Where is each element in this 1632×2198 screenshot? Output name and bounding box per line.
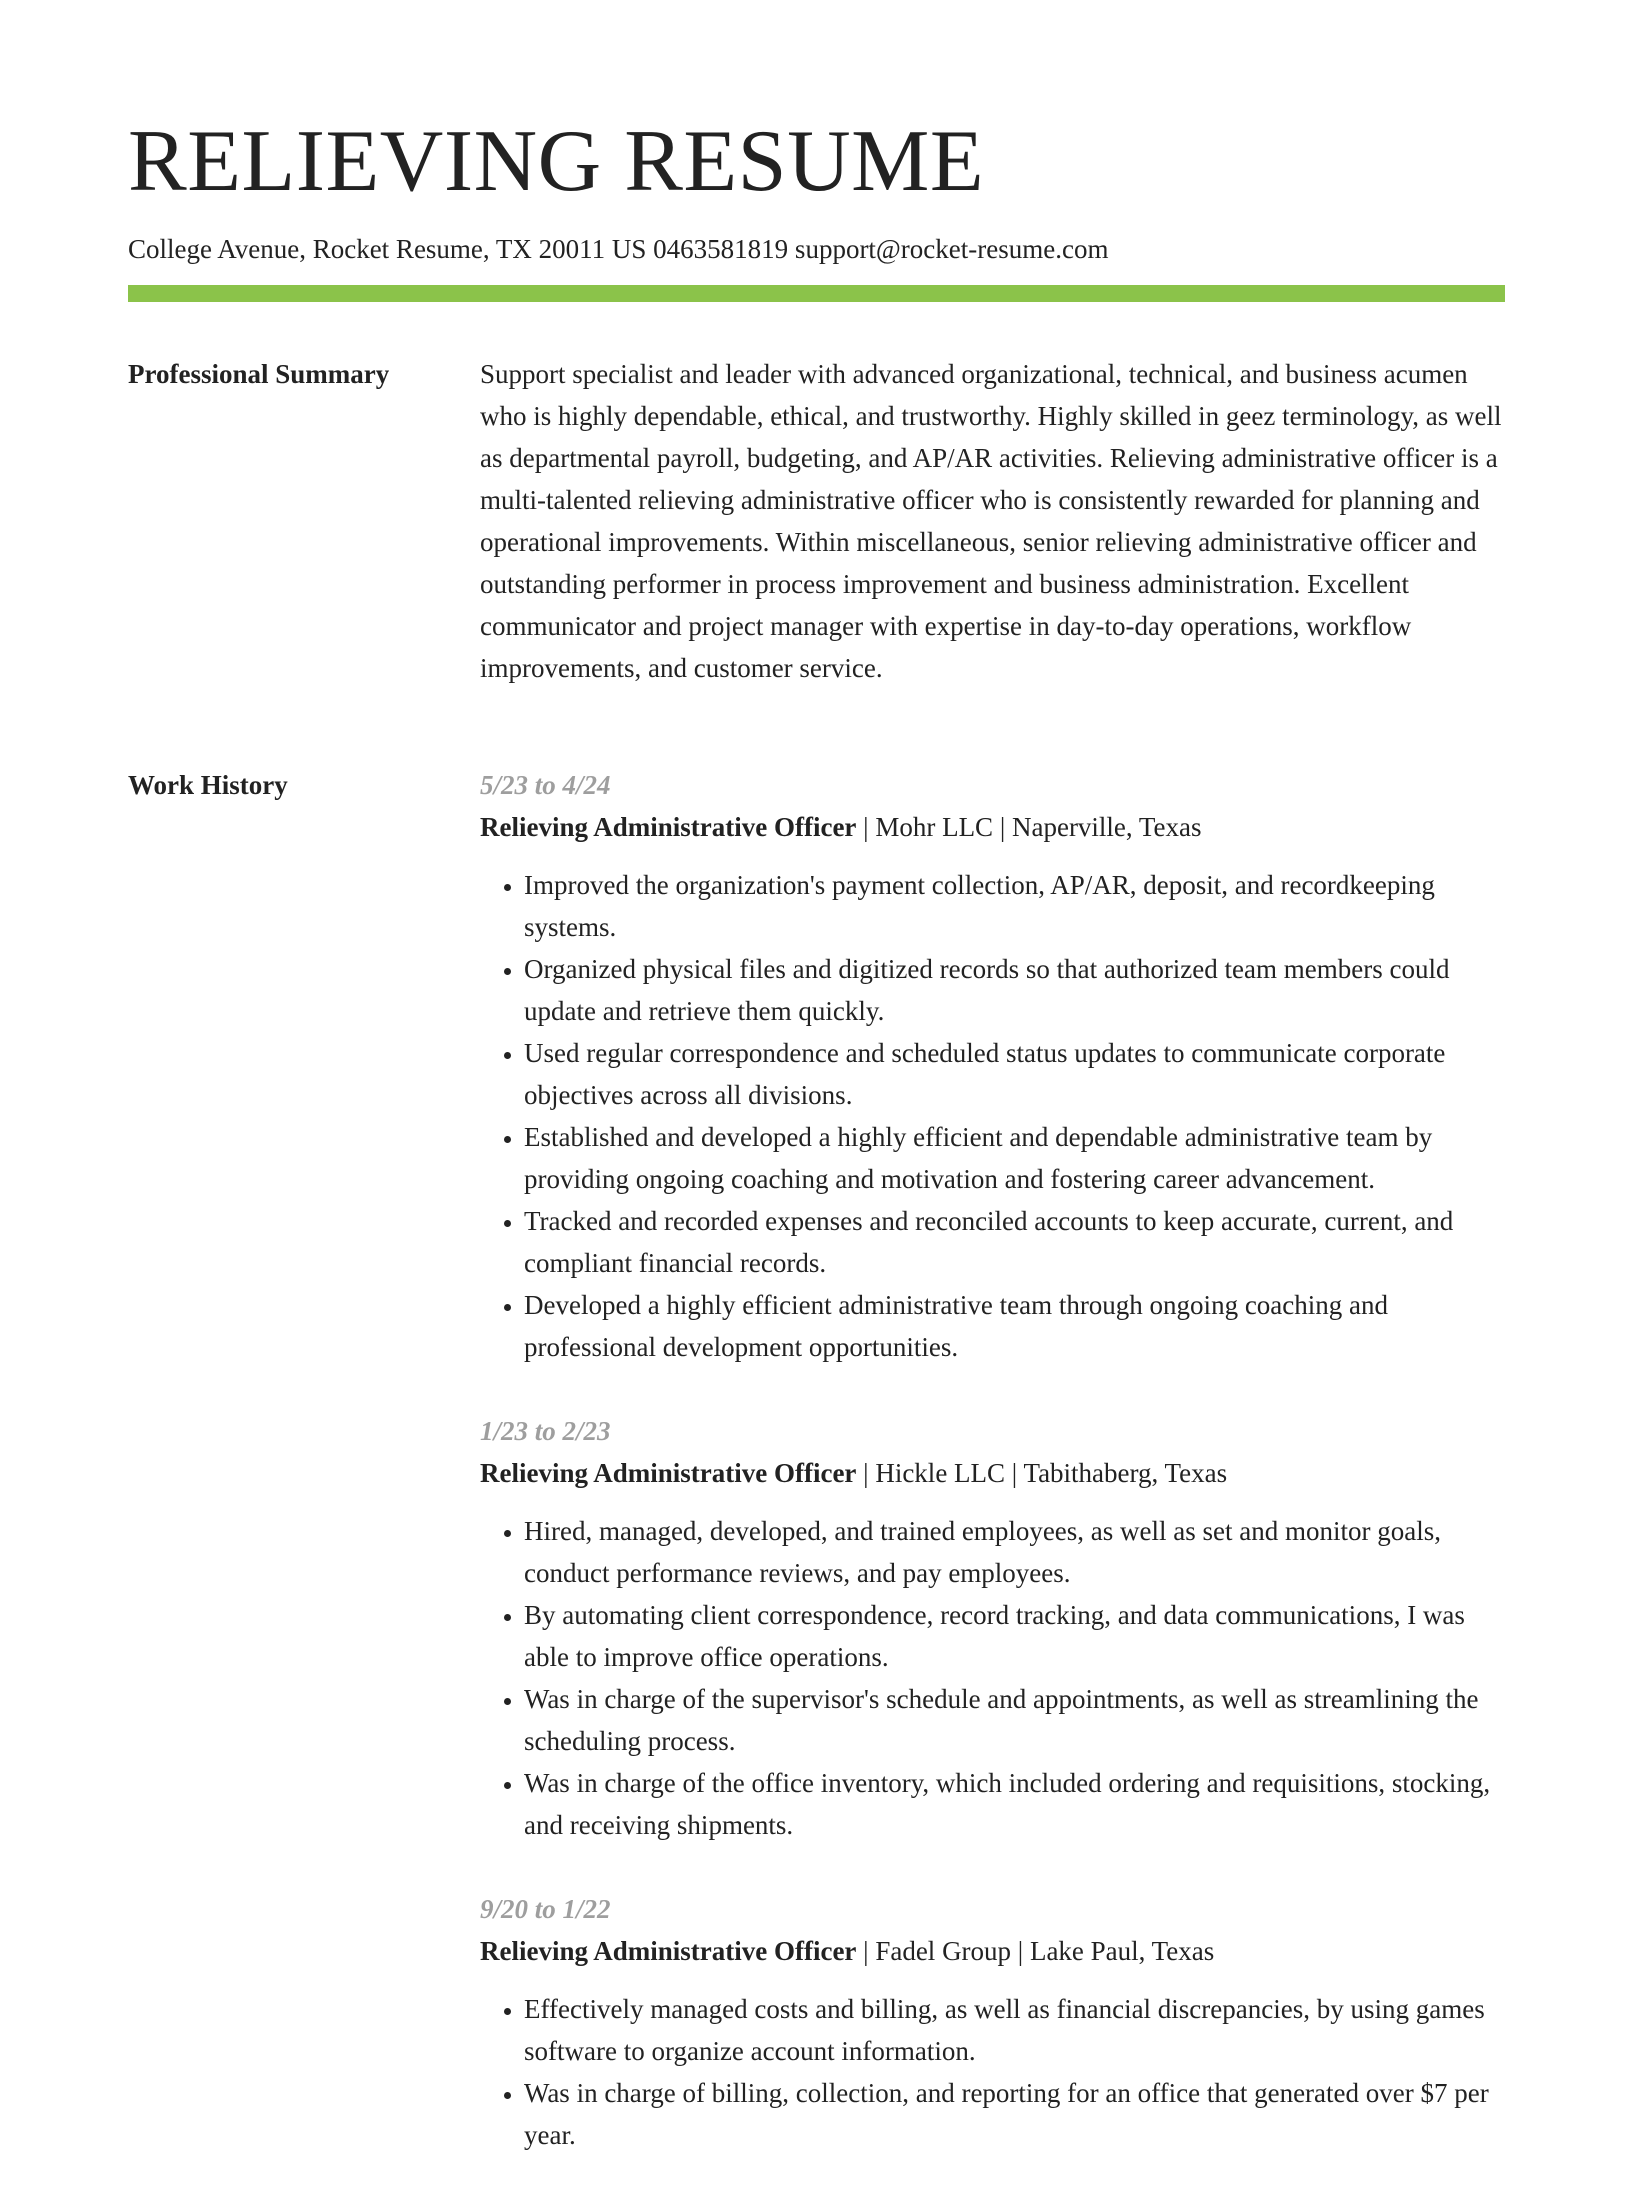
job-heading (480, 1452, 1505, 1494)
job-bullet: • Established and developed a highly efficient and dependable administrative team by providing ongoing coaching and motivation and fostering career advancement. (524, 1116, 1505, 1200)
job-bullet: • Tracked and recorded expenses and reconciled accounts to keep accurate, current, and compliant financial records. (524, 1200, 1505, 1284)
job-bullet: • Developed a highly efficient administrative team through ongoing coaching and professional development opportunities. (524, 1284, 1505, 1368)
job-title: Relieving Administrative Officer (480, 1458, 857, 1488)
header-divider (128, 285, 1505, 302)
job-heading (480, 806, 1505, 848)
job-dates: 9/20 to 1/22 (480, 1894, 611, 1924)
job-bullets (480, 1510, 1505, 1846)
job-bullet: • Used regular correspondence and scheduled status updates to communicate corporate objectives across all divisions. (524, 1032, 1505, 1116)
resume-name: RELIEVING RESUME (128, 113, 985, 210)
job-bullet: • By automating client correspondence, record tracking, and data communications, I was able to improve office operations. (524, 1594, 1505, 1678)
job-entry (480, 1888, 1505, 2156)
job-bullet: • Hired, managed, developed, and trained employees, as well as set and monitor goals, conduct performance reviews, and pay employees. (524, 1510, 1505, 1594)
job-details: | Mohr LLC | Naperville, Texas (856, 812, 1202, 842)
job-bullet: • Was in charge of billing, collection, and reporting for an office that generated over $7 per year. (524, 2072, 1505, 2156)
job-details: | Hickle LLC | Tabithaberg, Texas (856, 1458, 1228, 1488)
job-dates: 1/23 to 2/23 (480, 1416, 611, 1446)
summary-body (480, 353, 1505, 689)
job-title: Relieving Administrative Officer (480, 812, 857, 842)
job-entry (480, 764, 1505, 1368)
job-bullets (480, 1988, 1505, 2156)
job-bullet: • Effectively managed costs and billing, as well as financial discrepancies, by using games software to organize account information. (524, 1988, 1505, 2072)
summary-heading: Professional Summary (128, 359, 390, 389)
job-title: Relieving Administrative Officer (480, 1936, 857, 1966)
job-heading (480, 1930, 1505, 1972)
job-dates: 5/23 to 4/24 (480, 770, 611, 800)
job-details: | Fadel Group | Lake Paul, Texas (856, 1936, 1215, 1966)
job-bullet: • Organized physical files and digitized records so that authorized team members could update and retrieve them quickly. (524, 948, 1505, 1032)
work-history-heading: Work History (128, 770, 288, 800)
job-entry (480, 1410, 1505, 1846)
job-bullet: • Improved the organization's payment collection, AP/AR, deposit, and recordkeeping systems. (524, 864, 1505, 948)
work-history-body (480, 764, 1505, 2198)
job-bullet: • Was in charge of the office inventory, which included ordering and requisitions, stocking, and receiving shipments. (524, 1762, 1505, 1846)
contact-line: College Avenue, Rocket Resume, TX 20011 US 0463581819 support@rocket-resume.com (128, 234, 1109, 264)
summary-text: Support specialist and leader with advanced organizational, technical, and business acumen who is highly dependable, ethical, and trustworthy. Highly skilled in geez terminology, as well as departmental payroll, budgeting, and AP/AR activities. Relieving administrative officer is a multi-talented relieving administrative officer who is consistently rewarded for planning and operational improvements. Within miscellaneous, senior relieving administrative officer and outstanding performer in process improvement and business administration. Excellent communicator and project manager with expertise in day-to-day operations, workflow improvements, and customer service. (480, 359, 1502, 683)
job-bullets (480, 864, 1505, 1368)
job-bullet: • Was in charge of the supervisor's schedule and appointments, as well as streamlining the scheduling process. (524, 1678, 1505, 1762)
